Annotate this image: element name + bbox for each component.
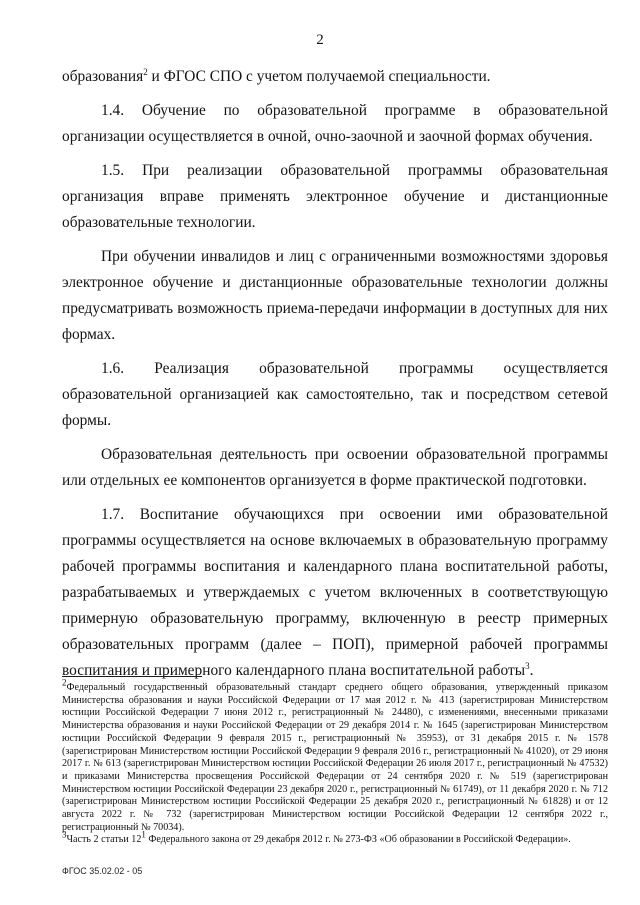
paragraph-disabled-learners: При обучении инвалидов и лиц с ограниченными возможностями здоровья электронное обучение и дистанционные образовательные технологии должны предусматривать возможность приема-передачи информации в доступных для них формах. — [62, 248, 608, 343]
footnote-separator — [62, 676, 202, 677]
footnote-mark: 2 — [62, 677, 67, 688]
paragraph-text: образования — [62, 68, 144, 85]
paragraph-1-7 — [62, 502, 608, 684]
paragraph-1-6: 1.6. Реализация образовательной программы осуществляется образовательной организацией как самостоятельно, так и посредством сетевой формы. — [62, 360, 608, 429]
document-code: ФГОС 35.02.02 - 05 — [62, 866, 143, 876]
paragraph-practical-training: Образовательная деятельность при освоении образовательной программы или отдельных ее компонентов организуется в форме практической подготовки. — [62, 446, 608, 489]
paragraph-text: 1.7. Воспитание обучающихся при освоении ими образовательной программы осуществляется на основе включаемых в образовательную программу рабочей программы воспитания и календарного плана воспитательной работы, разрабатываемых и утверждаемых с учетом включенных в соответствующую примерную образовательную программу, включенную в реестр примерных образовательных программ (далее – ПОП), примерной рабочей программы воспитания и примерного календарного плана воспитательной работы — [62, 506, 608, 679]
footnote-text: Часть 2 статьи 12 — [66, 834, 142, 846]
paragraph-continuation — [62, 64, 608, 90]
footnote-text: Федерального закона от 29 декабря 2012 г. № 273-ФЗ «Об образовании в Российской Федерации». — [145, 834, 571, 846]
article-superscript: 1 — [141, 830, 146, 841]
paragraph-1-4: 1.4. Обучение по образовательной программе в образовательной организации осуществляется в очной, очно-заочной и заочной формах обучения. — [62, 102, 608, 145]
document-body — [62, 64, 608, 692]
footnote-3 — [62, 830, 608, 847]
paragraph-1-5: 1.5. При реализации образовательной программы образовательная организация вправе применять электронное обучение и дистанционные образовательные технологии. — [62, 162, 608, 231]
footnote-mark: 3 — [62, 830, 67, 841]
page-number: 2 — [316, 32, 324, 48]
footnote-ref-3[interactable]: 3 — [525, 660, 530, 671]
footnotes — [62, 677, 608, 847]
footnote-ref-2[interactable]: 2 — [143, 66, 148, 77]
footnote-text: Федеральный государственный образовательный стандарт среднего общего образования, утвержденный приказом Министерства образования и науки Российской Федерации от 17 мая 2012 г. № 413 (зарегистрирован Министерством юстиции Российской Федерации 7 июня 2012 г., регистрационный № 24480), с изменениями, внесенными приказами Министерства образования и науки Российской Федерации от 29 декабря 2014 г. № 1645 (зарегистрирован Министерством юстиции Российской Федерации 9 февраля 2015 г., регистрационный № 35953), от 31 декабря 2015 г. № 1578 (зарегистрирован Министерством юстиции Российской Федерации 9 февраля 2016 г., регистрационный № 41020), от 29 июня 2017 г. № 613 (зарегистрирован Министерством юстиции Российской Федерации 26 июля 2017 г., регистрационный № 47532) и приказами Министерства просвещения Российской Федерации от 24 сентября 2020 г. № 519 (зарегистрирован Министерством юстиции Российской Федерации 23 декабря 2020 г., регистрационный № 61749), от 11 декабря 2020 г. № 712 (зарегистрирован Министерством юстиции Российской Федерации 25 декабря 2020 г., регистрационный № 61828) и от 12 августа 2022 г. № 732 (зарегистрирован Министерством юстиции Российской Федерации 12 сентября 2022 г., регистрационный № 70034). — [62, 682, 608, 833]
footnote-2 — [62, 677, 608, 834]
paragraph-text: . — [529, 662, 534, 679]
paragraph-text: и ФГОС СПО с учетом получаемой специальности. — [147, 68, 491, 85]
